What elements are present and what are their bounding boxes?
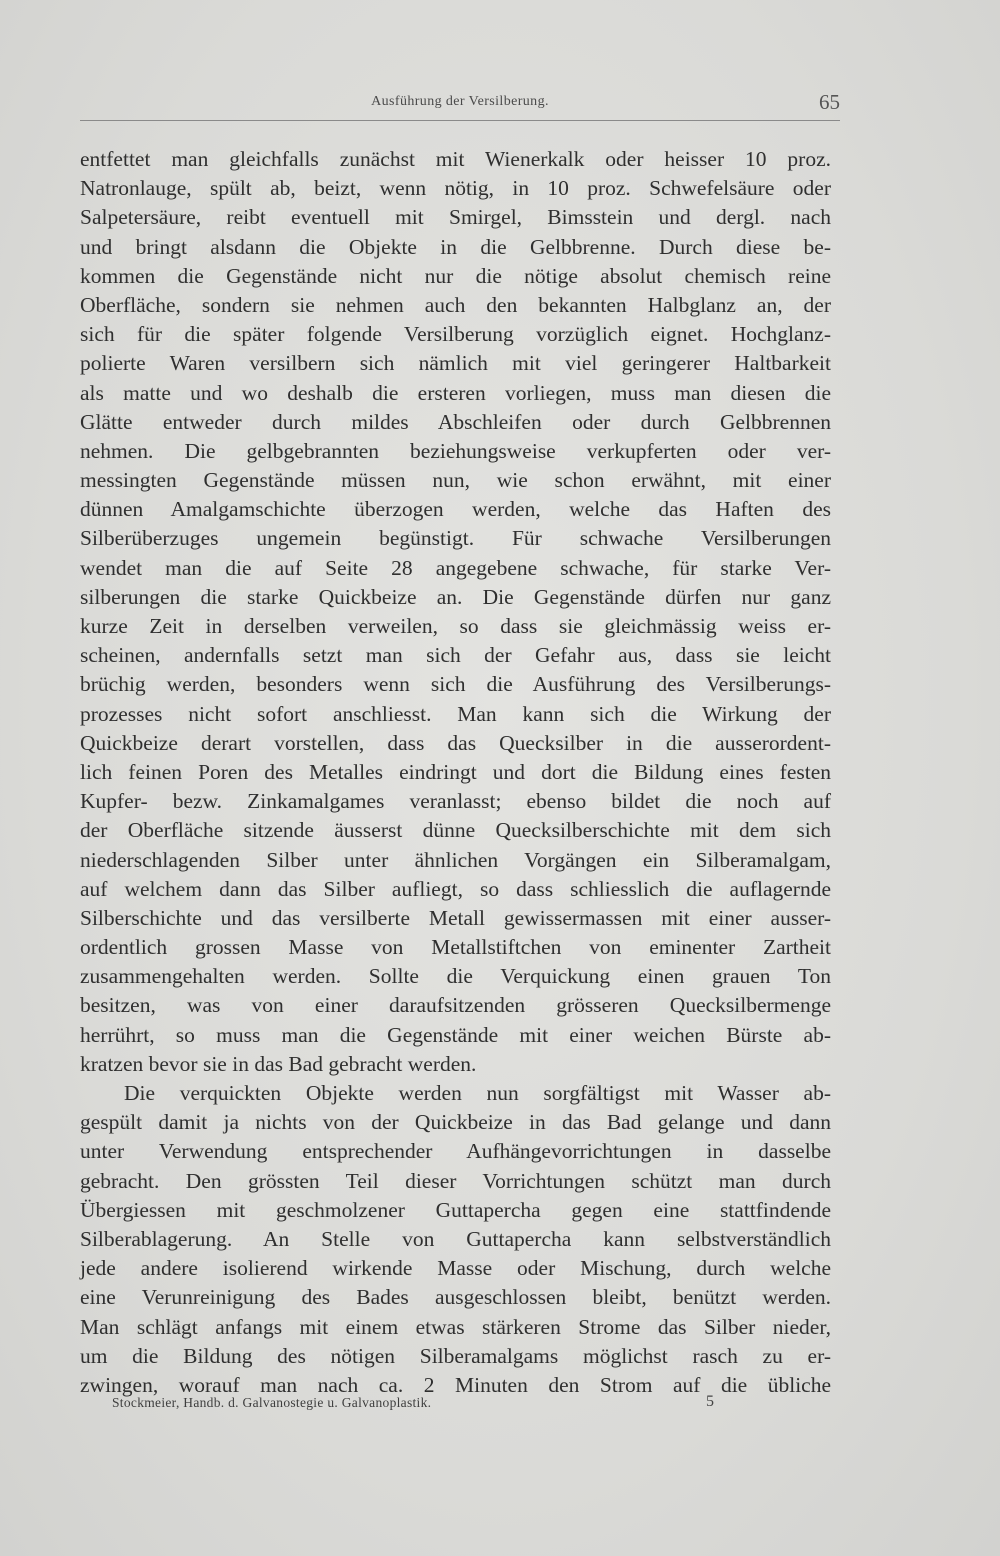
text-line: Salpetersäure, reibt eventuell mit Smirgel, Bimsstein und dergl. nach [80,205,831,230]
text-line: um die Bildung des nötigen Silberamalgams möglichst rasch zu er- [80,1343,831,1368]
text-line: Silberüberzuges ungemein begünstigt. Für schwache Versilberungen [80,526,831,551]
text-line: messingten Gegenstände müssen nun, wie schon erwähnt, mit einer [80,468,831,493]
running-head [80,90,840,118]
text-line: zwingen, worauf man nach ca. 2 Minuten den Strom auf die übliche [80,1372,831,1397]
sheet-signature-mark: 5 [706,1393,714,1410]
text-line: niederschlagenden Silber unter ähnlichen Vorgängen ein Silberamalgam, [80,847,831,872]
text-line: eine Verunreinigung des Bades ausgeschlossen bleibt, benützt werden. [80,1285,831,1310]
text-line: wendet man die auf Seite 28 angegebene schwache, für starke Ver- [80,555,831,580]
text-line: dünnen Amalgamschichte überzogen werden, welche das Haften des [80,497,831,522]
text-line: kommen die Gegenstände nicht nur die nötige absolut chemisch reine [80,263,831,288]
text-line: gespült damit ja nichts von der Quickbeize in das Bad gelange und dann [80,1110,831,1135]
text-line: brüchig werden, besonders wenn sich die Ausführung des Versilberungs- [80,672,831,697]
text-line: als matte und wo deshalb die ersteren vorliegen, muss man diesen die [80,380,831,405]
page-number: 65 [819,90,840,114]
text-line: sich für die später folgende Versilberung vorzüglich eignet. Hochglanz- [80,322,831,347]
paragraph-start-line: Die verquickten Objekte werden nun sorgfältigst mit Wasser ab- [124,1081,831,1105]
footer-citation: Stockmeier, Handb. d. Galvanostegie u. Galvanoplastik. [112,1395,432,1410]
text-line: kurze Zeit in derselben verweilen, so dass sie gleichmässig weiss er- [80,614,831,638]
text-line: zusammengehalten werden. Sollte die Verquickung einen grauen Ton [80,964,831,989]
footer [112,1393,752,1417]
text-line: Übergiessen mit geschmolzener Guttapercha gegen eine stattfindende [80,1197,831,1222]
paragraph-end-line: kratzen bevor sie in das Bad gebracht werden. [80,1051,477,1076]
text-line: Silberschichte und das versilberte Metall gewissermassen mit einer ausser- [80,905,831,930]
text-line: lich feinen Poren des Metalles eindringt und dort die Bildung eines festen [80,759,831,784]
text-line: unter Verwendung entsprechender Aufhängevorrichtungen in dasselbe [80,1139,831,1164]
text-line: nehmen. Die gelbgebrannten beziehungsweise verkupferten oder ver- [80,438,831,463]
text-line: prozesses nicht sofort anschliesst. Man kann sich die Wirkung der [80,701,831,726]
text-line: silberungen die starke Quickbeize an. Die Gegenstände dürfen nur ganz [80,584,831,609]
text-line: ordentlich grossen Masse von Metallstiftchen von eminenter Zartheit [80,935,831,960]
text-line: Kupfer- bezw. Zinkamalgames veranlasst; ebenso bildet die noch auf [80,789,831,814]
text-line: Oberfläche, sondern sie nehmen auch den bekannten Halbglanz an, der [80,292,831,317]
text-line: entfettet man gleichfalls zunächst mit Wienerkalk oder heisser 10 proz. [80,147,831,171]
text-line: der Oberfläche sitzende äusserst dünne Quecksilberschichte mit dem sich [80,818,831,843]
text-line: auf welchem dann das Silber aufliegt, so dass schliesslich die auflagernde [80,876,831,901]
body-text [80,145,831,1400]
text-line: herrührt, so muss man die Gegenstände mit einer weichen Bürste ab- [80,1022,831,1047]
text-line: Silberablagerung. An Stelle von Guttapercha kann selbstverständlich [80,1226,831,1251]
text-line: jede andere isolierend wirkende Masse oder Mischung, durch welche [80,1256,831,1281]
text-line: gebracht. Den grössten Teil dieser Vorrichtungen schützt man durch [80,1168,831,1193]
text-line: und bringt alsdann die Objekte in die Gelbbrenne. Durch diese be- [80,234,831,259]
text-line: scheinen, andernfalls setzt man sich der Gefahr aus, dass sie leicht [80,643,831,668]
text-line: besitzen, was von einer daraufsitzenden grösseren Quecksilbermenge [80,993,831,1018]
text-line: polierte Waren versilbern sich nämlich mit viel geringerer Haltbarkeit [80,351,831,376]
text-line: Quickbeize derart vorstellen, dass das Quecksilber in die ausserordent- [80,730,831,755]
text-line: Natronlauge, spült ab, beizt, wenn nötig, in 10 proz. Schwefelsäure oder [80,176,831,201]
text-line: Glätte entweder durch mildes Abschleifen oder durch Gelbbrennen [80,409,831,434]
text-line: Man schlägt anfangs mit einem etwas stärkeren Strome das Silber nieder, [80,1314,831,1339]
header-rule [80,120,840,121]
running-title: Ausführung der Versilberung. [371,94,549,109]
